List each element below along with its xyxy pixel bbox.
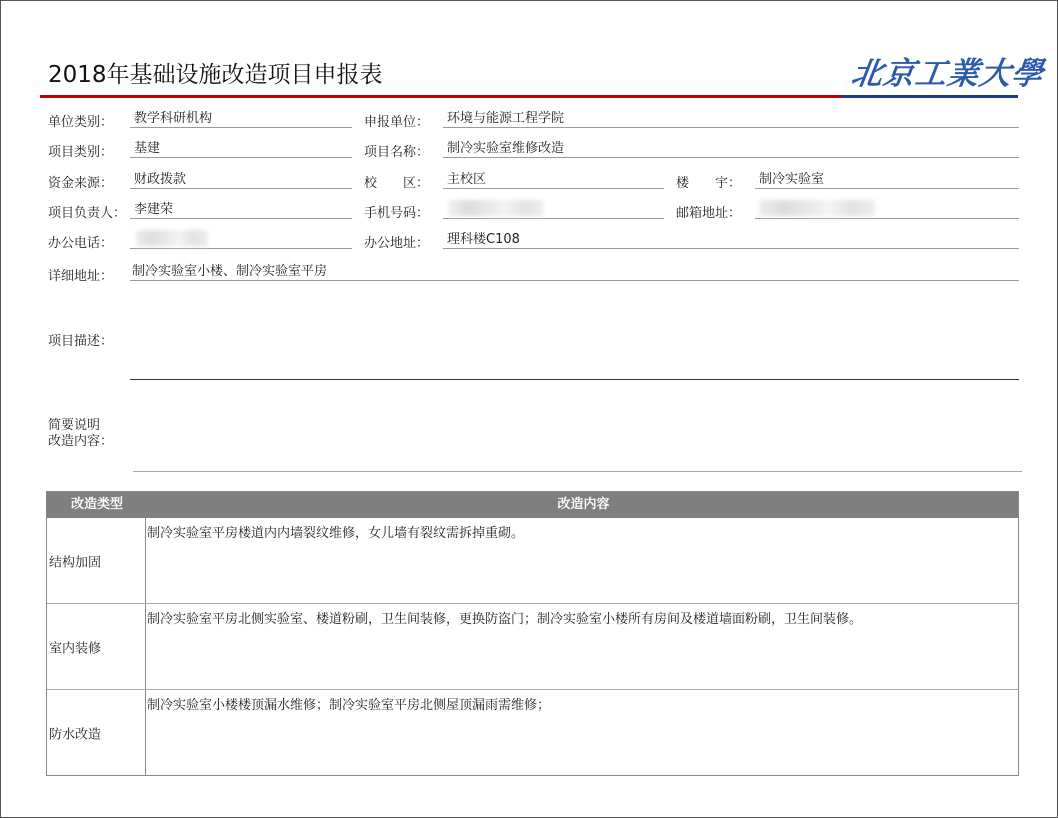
row-type-cell — [47, 518, 146, 603]
building-field[interactable] — [755, 170, 1019, 189]
office-phone-field[interactable] — [130, 230, 352, 249]
row-content: 制冷实验室平房楼道内内墙裂纹维修，女儿墙有裂纹需拆掉重砌。 — [147, 526, 525, 541]
detail-address-label: 详细地址： — [48, 269, 114, 284]
building-label: 楼 宇： — [676, 176, 742, 191]
description-label: 项目描述： — [48, 334, 114, 349]
office-address-label: 办公地址： — [364, 236, 430, 251]
project-name-label: 项目名称： — [364, 145, 430, 160]
university-logo: 北京工業大學 — [848, 56, 1047, 92]
row-type: 结构加固 — [49, 555, 102, 570]
project-type-value: 基建 — [134, 141, 161, 156]
project-type-field[interactable] — [130, 139, 352, 158]
project-name-value: 制冷实验室维修改造 — [447, 141, 565, 156]
mobile-field[interactable] — [443, 200, 664, 219]
email-field[interactable] — [755, 200, 1019, 219]
detail-address-value: 制冷实验室小楼、制冷实验室平房 — [132, 264, 328, 279]
detail-address-field[interactable] — [130, 262, 1019, 281]
header-type: 改造类型 — [70, 497, 123, 512]
apply-unit-value: 环境与能源工程学院 — [447, 111, 565, 126]
renovation-table — [46, 491, 1019, 776]
unit-type-label: 单位类别： — [48, 115, 114, 130]
row-type: 防水改造 — [49, 727, 102, 742]
office-phone-redacted — [136, 230, 208, 246]
fund-source-value: 财政拨款 — [134, 172, 187, 187]
header-rule-blue — [842, 95, 1018, 98]
mobile-label: 手机号码： — [364, 206, 430, 221]
header-rule-red — [40, 95, 842, 98]
campus-value: 主校区 — [447, 172, 487, 187]
header-content: 改造内容 — [557, 497, 610, 512]
row-type-cell — [47, 690, 146, 775]
leader-value: 李建荣 — [134, 202, 174, 217]
campus-field[interactable] — [443, 170, 664, 189]
table-row — [47, 518, 1018, 604]
brief-label-line2: 改造内容： — [48, 434, 114, 449]
row-type-cell — [47, 604, 146, 689]
table-header — [47, 492, 1018, 518]
leader-label: 项目负责人： — [48, 206, 127, 221]
brief-field[interactable] — [133, 471, 1022, 472]
brief-label-line1: 简要说明 — [48, 418, 101, 433]
row-content: 制冷实验室小楼楼顶漏水维修；制冷实验室平房北侧屋顶漏雨需维修； — [147, 698, 551, 713]
office-address-value: 理科楼C108 — [447, 232, 520, 247]
office-address-field[interactable] — [443, 230, 1019, 249]
leader-field[interactable] — [130, 200, 352, 219]
unit-type-value: 教学科研机构 — [134, 111, 213, 126]
table-row — [47, 690, 1018, 775]
building-value: 制冷实验室 — [759, 172, 825, 187]
project-type-label: 项目类别： — [48, 145, 114, 160]
email-label: 邮箱地址： — [676, 206, 742, 221]
fund-source-label: 资金来源： — [48, 176, 114, 191]
campus-label: 校 区： — [364, 176, 430, 191]
mobile-redacted — [449, 200, 543, 216]
apply-unit-label: 申报单位： — [364, 115, 430, 130]
form-title: 2018年基础设施改造项目申报表 — [48, 62, 383, 88]
row-type: 室内装修 — [49, 641, 102, 656]
description-field[interactable] — [130, 379, 1019, 380]
unit-type-field[interactable] — [130, 109, 352, 128]
email-redacted — [759, 200, 875, 216]
table-row — [47, 604, 1018, 690]
row-content: 制冷实验室平房北侧实验室、楼道粉刷，卫生间装修，更换防盗门；制冷实验室小楼所有房间及楼道墙面粉刷，卫生间装修。 — [147, 612, 863, 627]
apply-unit-field[interactable] — [443, 109, 1019, 128]
project-name-field[interactable] — [443, 139, 1019, 158]
fund-source-field[interactable] — [130, 170, 352, 189]
office-phone-label: 办公电话： — [48, 236, 114, 251]
